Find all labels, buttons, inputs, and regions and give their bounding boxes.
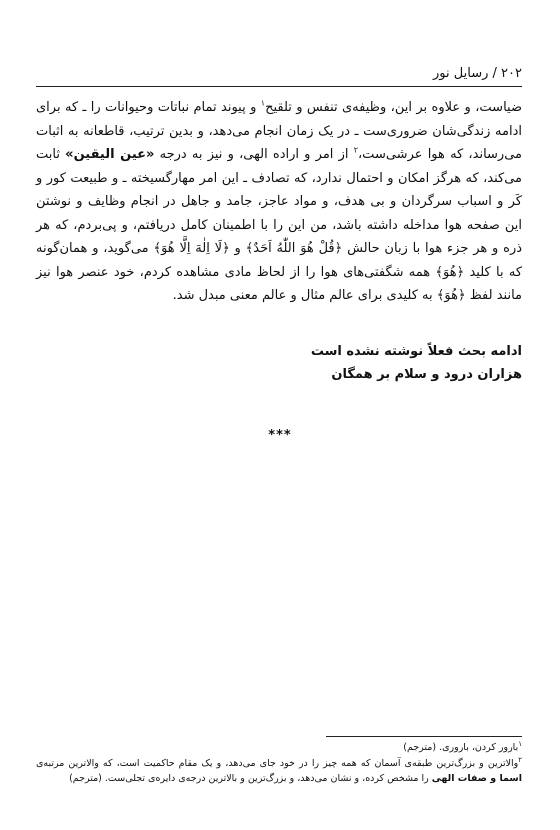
footnote-rule [326,736,522,737]
closing-line-2: هزاران درود و سلام بر همگان [331,367,522,382]
main-paragraph [36,96,522,308]
footnote-2-text-b: را مشخص کرده، و نشان می‌دهد، و بزرگ‌ترین و بالاترین درجه‌ی دایره‌ی تجلی‌ست. (مترجم) [69,773,432,784]
footnotes [36,740,522,787]
text-part-5: و [229,241,246,256]
footnote-2-bold: اسما و صفات الهی [431,773,522,784]
text-part-8: به کلیدی برای عالم مثال و عالم معنی مبدل شد. [172,288,437,303]
text-part-1: ضیاست، و علاوه بر این، وظیفه‌ی تنفس و تلقیح [265,100,522,115]
closing-note [36,340,522,386]
text-part-4: ثابت می‌کند، که هرگز امکان و احتمال ندارد، که تصادف ـ این امر مهارگسیخته ـ و طبیعت کور و کَر و اسباب سرگردان و بی هدف، و مواد عاجز، جامد و جاهل در انجام وظایف و نوشتن این صفحه هوا مداخله داشته باشد، من این را با اطمینان کامل دریافتم، و پی‌بردم، که هر ذره و هر جزء هوا با زبان حالش [36,147,523,256]
book-title: رسایل نور [433,66,489,81]
body-text [36,96,522,308]
bold-term: «عین الیقین» [65,147,155,162]
quran-quote-2: ﴿لَا اِلٰهَ اِلَّا هُوَ﴾ [153,241,230,256]
text-part-3: از امر و اراده الهی، و نیز به درجه [154,147,354,162]
header-rule [36,86,522,87]
footnote-2-text-a: والاترین و بزرگ‌ترین طبقه‌ی آسمان که همه چیز را در خود جای می‌دهد، و یک مقام حاکمیت است، که والاترین مرتبه‌ی [36,757,519,769]
quran-quote-1: ﴿قُلْ هُوَ اللّٰهُ اَحَدٌ﴾ [245,241,343,256]
header-separator: / [492,66,497,81]
section-separator-stars: *** [268,428,292,443]
text-part-6: می‌گوید، و همان‌گونه که با کلید [36,241,523,280]
page-number: ۲۰۲ [501,66,522,81]
footnote-ref-1: ۱ [260,98,266,108]
closing-line-1: ادامه بحث فعلاً نوشته نشده است [310,344,522,359]
footnote-1-number: ۱ [518,739,522,748]
footnote-ref-2: ۲ [353,145,358,155]
quran-quote-4: ﴿هُوَ﴾ [436,288,466,303]
footnote-2 [36,756,522,787]
footnote-1 [36,740,522,756]
text-part-7: همه شگفتی‌های هوا را از لحاظ مادی مشاهده کردم، خود عنصر هوا نیز مانند لفظ [36,264,522,303]
text-part-2: و پیوند تمام نباتات وحیوانات را ـ که برای ادامه زندگی‌شان ضروری‌ست ـ در یک زمان انجام می‌دهد، و بدین ترتیب، قاطعانه به اثبات می‌رساند، که هوا عرشی‌ست، [36,100,522,162]
footnote-2-number: ۲ [518,755,522,764]
page-header [433,66,522,81]
footnote-1-text: بارور کردن، باروری. (مترجم) [403,742,519,753]
quran-quote-3: ﴿هُوَ﴾ [435,264,465,280]
